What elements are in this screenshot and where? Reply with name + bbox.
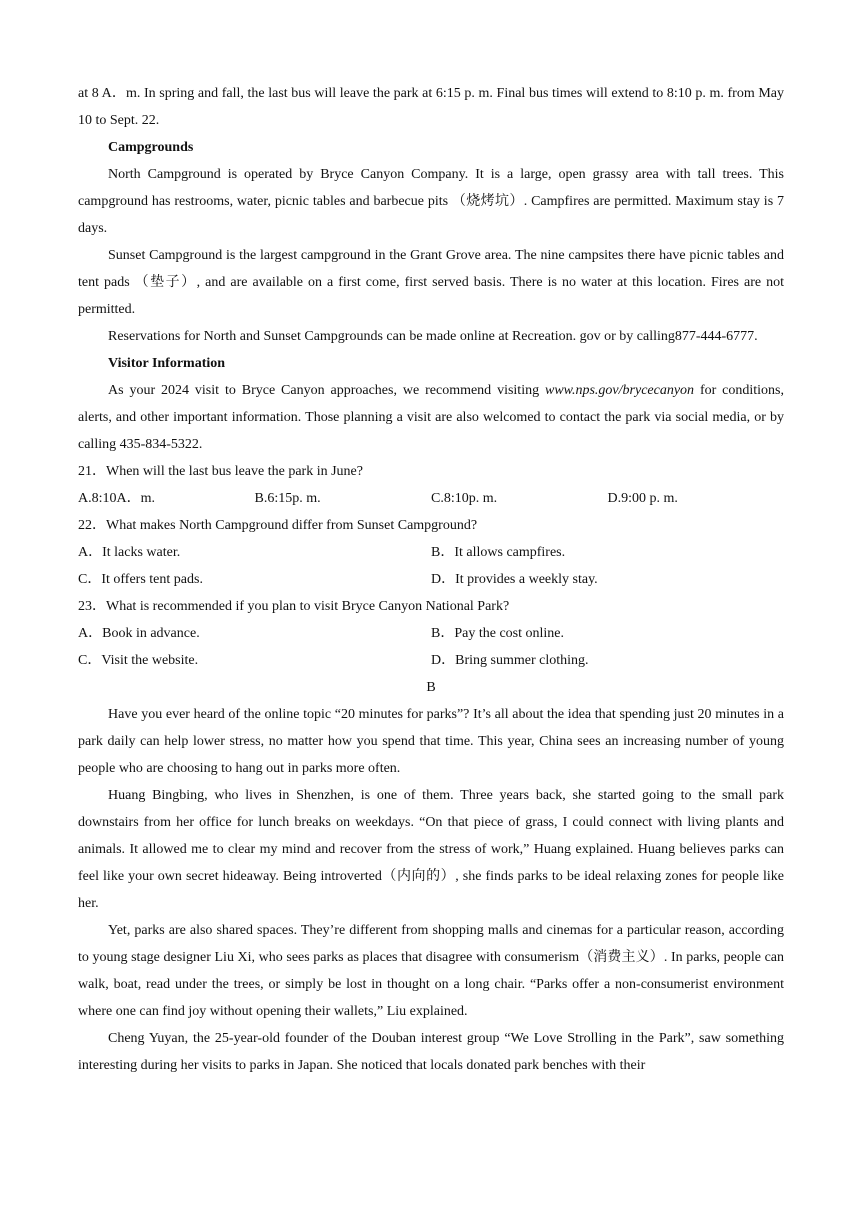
option-a: A．Book in advance. [78,626,200,641]
visitor-text-after: for conditions, alerts, and other important information. Those planning a visit are also welcomed to contact the park via social media, or by calling 435-834-5322. [78,383,785,452]
option-a: A．It lacks water. [78,545,181,560]
question-21-options [78,485,784,512]
reservations-paragraph: Reservations for North and Sunset Campgrounds can be made online at Recreation. gov or by calling877-444-6777. [108,329,758,344]
passage-b-label: B [426,680,436,695]
option-d: D．It provides a weekly stay. [431,572,598,587]
passage-b-paragraph-3: Yet, parks are also shared spaces. They’re different from shopping malls and cinemas for a particular reason, according to young stage designer Liu Xi, who sees parks as places that disagree with consumerism（消费主义）. In parks, people can walk, boat, read under the trees, or simply be lost in thought on a long chair. “Parks offer a non-consumerist environment where one can find joy without opening their wallets,” Liu explained. [78,923,784,1019]
question-22-options-row-1 [78,539,784,566]
option-c: C．Visit the website. [78,653,199,668]
question-22-options-row-2 [78,566,784,593]
option-c: C.8:10p. m. [431,491,498,506]
option-b: B．It allows campfires. [431,545,566,560]
question-22-stem: 22．What makes North Campground differ from Sunset Campground? [78,518,478,533]
option-b: B．Pay the cost online. [431,626,564,641]
option-d: D.9:00 p. m. [607,491,678,506]
visitor-information-paragraph [78,377,784,458]
passage-b-paragraph-4: Cheng Yuyan, the 25-year-old founder of the Douban interest group “We Love Strolling in the Park”, saw something interesting during her visits to parks in Japan. She noticed that locals donated park benches with their [78,1031,784,1073]
document-page [78,80,784,1079]
question-23-stem: 23．What is recommended if you plan to visit Bryce Canyon National Park? [78,599,510,614]
option-a: A.8:10A．m. [78,491,155,506]
option-c: C．It offers tent pads. [78,572,203,587]
question-21-stem: 21．When will the last bus leave the park in June? [78,464,363,479]
visitor-text-before: As your 2024 visit to Bryce Canyon approaches, we recommend visiting [108,383,545,398]
park-website-link: www.nps.gov/brycecanyon [545,383,695,398]
question-23-options-row-2 [78,647,784,674]
sunset-campground-paragraph: Sunset Campground is the largest campground in the Grant Grove area. The nine campsites there have picnic tables and tent pads （垫子）, and are available on a first come, first served basis. There is no water at this location. Fires are not permitted. [78,248,784,317]
question-23-options-row-1 [78,620,784,647]
campgrounds-heading: Campgrounds [108,140,194,155]
passage-b-paragraph-1: Have you ever heard of the online topic “20 minutes for parks”? It’s all about the idea that spending just 20 minutes in a park daily can help lower stress, no matter how you spend that time. This year, China sees an increasing number of young people who are choosing to hang out in parks more often. [78,707,784,776]
north-campground-paragraph: North Campground is operated by Bryce Canyon Company. It is a large, open grassy area with tall trees. This campground has restrooms, water, picnic tables and barbecue pits （烧烤坑）. Campfires are permitted. Maximum stay is 7 days. [78,167,784,236]
passage-b-paragraph-2: Huang Bingbing, who lives in Shenzhen, is one of them. Three years back, she started going to the small park downstairs from her office for lunch breaks on weekdays. “On that piece of grass, I could connect with living plants and animals. It allowed me to clear my mind and recover from the stress of work,” Huang explained. Huang believes parks can feel like your own secret hideaway. Being introverted（内向的）, she finds parks to be ideal relaxing zones for people like her. [78,788,784,911]
bus-times-paragraph: at 8 A．m. In spring and fall, the last bus will leave the park at 6:15 p. m. Final bus times will extend to 8:10 p. m. from May 10 to Sept. 22. [78,86,784,128]
option-b: B.6:15p. m. [254,491,321,506]
visitor-information-heading: Visitor Information [108,356,226,371]
option-d: D．Bring summer clothing. [431,653,589,668]
